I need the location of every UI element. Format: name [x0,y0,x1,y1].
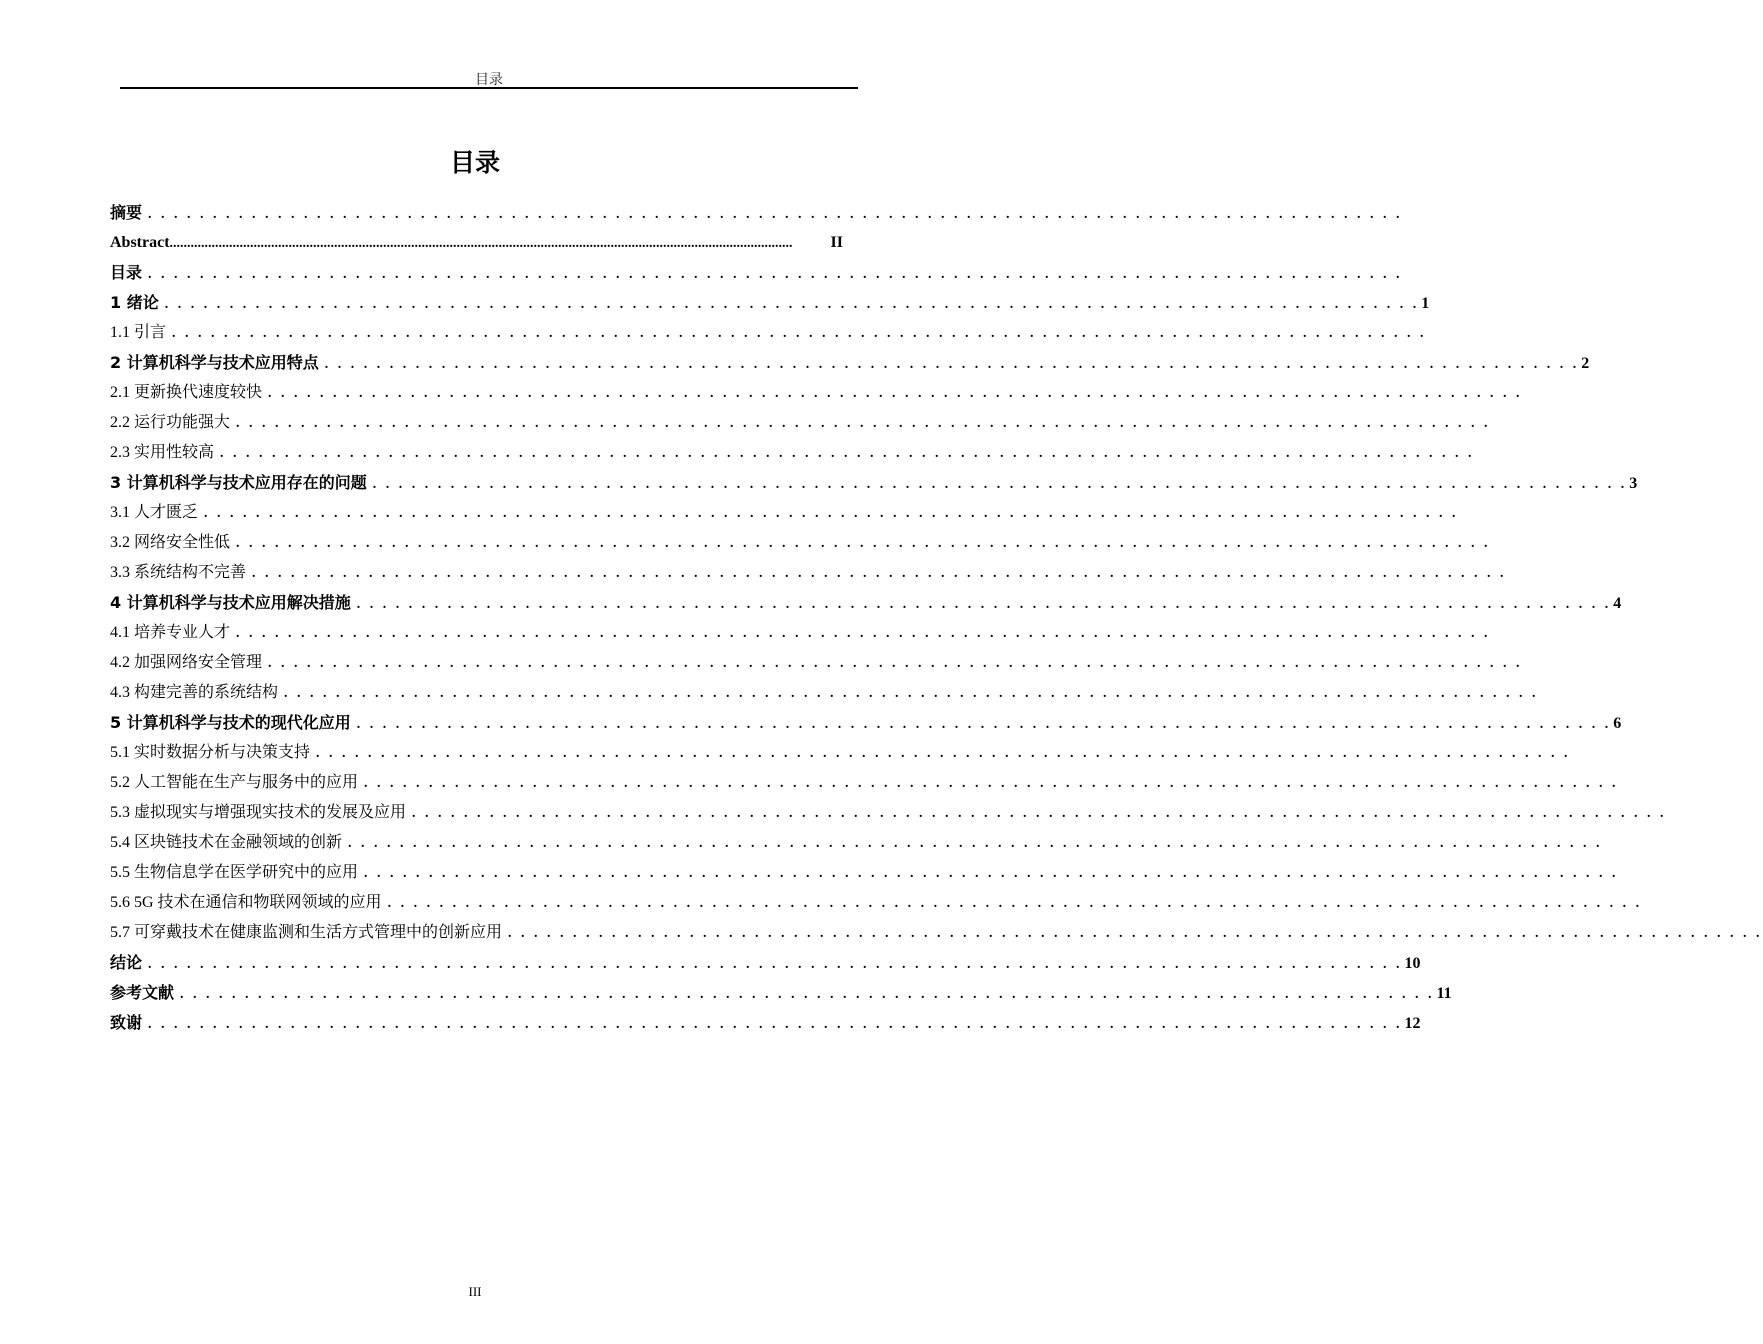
toc-entry[interactable] [110,348,1590,378]
toc-entry[interactable] [110,528,1491,558]
toc-dot-leader: . . . . . . . . . . . . . . . . . . . . . . . . . . . . . . . . . . . . . . . . . . . . . . . . . . . . . . . . . . . . . . . . . . . . . . . . . . . . . . . . . . . . . . . . . . . . . . . . . [372,477,1628,492]
toc-page-number: 1 [1421,295,1430,312]
toc-dot-leader: . . . . . . . . . . . . . . . . . . . . . . . . . . . . . . . . . . . . . . . . . . . . . . . . . . . . . . . . . . . . . . . . . . . . . . . . . . . . . . . . . . . . . . . . . . . . . . . . . [324,357,1580,372]
toc-entry-title: 1 绪论 [110,293,159,312]
toc-dot-leader: . . . . . . . . . . . . . . . . . . . . . . . . . . . . . . . . . . . . . . . . . . . . . . . . . . . . . . . . . . . . . . . . . . . . . . . . . . . . . . . . . . . . . . . . . . . . . . . . . [148,267,1403,282]
toc-entry[interactable] [110,888,1643,918]
toc-dot-leader: . . . . . . . . . . . . . . . . . . . . . . . . . . . . . . . . . . . . . . . . . . . . . . . . . . . . . . . . . . . . . . . . . . . . . . . . . . . . . . . . . . . . . . . . . . . . . . . . . [268,656,1523,671]
toc-dot-leader: . . . . . . . . . . . . . . . . . . . . . . . . . . . . . . . . . . . . . . . . . . . . . . . . . . . . . . . . . . . . . . . . . . . . . . . . . . . . . . . . . . . . . . . . . . . . . . . . . [204,506,1459,521]
toc-entry-title: 2.3 实用性较高 [110,444,215,461]
toc-entry[interactable] [110,1008,1421,1038]
running-header: 目录 [475,72,503,88]
toc-entry[interactable] [110,198,1403,228]
toc-dot-leader: . . . . . . . . . . . . . . . . . . . . . . . . . . . . . . . . . . . . . . . . . . . . . . . . . . . . . . . . . . . . . . . . . . . . . . . . . . . . . . . . . . . . . . . . . . . . . . . . . [316,746,1571,761]
toc-entry-title: 3.2 网络安全性低 [110,534,231,551]
toc-page-number: 3 [1629,475,1638,492]
toc-entry-title: 5.5 生物信息学在医学研究中的应用 [110,864,359,881]
toc-entry-title: 3 计算机科学与技术应用存在的问题 [110,473,367,492]
toc-dot-leader: . . . . . . . . . . . . . . . . . . . . . . . . . . . . . . . . . . . . . . . . . . . . . . . . . . . . . . . . . . . . . . . . . . . . . . . . . . . . . . . . . . . . . . . . . . . . . . . . . [412,806,1667,821]
toc-dot-leader: . . . . . . . . . . . . . . . . . . . . . . . . . . . . . . . . . . . . . . . . . . . . . . . . . . . . . . . . . . . . . . . . . . . . . . . . . . . . . . . . . . . . . . . . . . . . . . . . . [364,866,1619,881]
toc-entry[interactable] [110,858,1619,888]
toc-dot-leader: . . . . . . . . . . . . . . . . . . . . . . . . . . . . . . . . . . . . . . . . . . . . . . . . . . . . . . . . . . . . . . . . . . . . . . . . . . . . . . . . . . . . . . . . . . . . . . . . . [387,896,1643,911]
toc-entry[interactable] [110,828,1603,858]
toc-page-number: 11 [1436,985,1452,1002]
toc-entry[interactable] [110,288,1430,318]
toc-entry-title: 2.2 运行功能强大 [110,414,231,431]
toc-page-number: 6 [1613,715,1622,732]
toc-entry[interactable] [110,378,1523,408]
header-rule [120,87,858,89]
toc-entry-title: 2.1 更新换代速度较快 [110,384,263,401]
toc-entry[interactable] [110,438,1475,468]
toc-entry-title: 4.2 加强网络安全管理 [110,654,263,671]
toc-entry[interactable] [110,768,1619,798]
toc-entry-title: 4.3 构建完善的系统结构 [110,684,279,701]
toc-entry[interactable] [110,468,1638,498]
toc-dot-leader: .................................................................................................................................................................................. [169,236,793,251]
table-of-contents [110,198,1763,1038]
toc-dot-leader: . . . . . . . . . . . . . . . . . . . . . . . . . . . . . . . . . . . . . . . . . . . . . . . . . . . . . . . . . . . . . . . . . . . . . . . . . . . . . . . . . . . . . . . . . . . . . . . . . [236,536,1491,551]
page-number: III [468,1284,482,1299]
toc-entry-title: 目录 [110,263,143,282]
toc-entry[interactable] [110,708,1622,738]
toc-entry[interactable] [110,498,1459,528]
toc-dot-leader: . . . . . . . . . . . . . . . . . . . . . . . . . . . . . . . . . . . . . . . . . . . . . . . . . . . . . . . . . . . . . . . . . . . . . . . . . . . . . . . . . . . . . . . . . . . . . . . . . [356,597,1612,612]
toc-entry[interactable] [110,948,1421,978]
toc-dot-leader: . . . . . . . . . . . . . . . . . . . . . . . . . . . . . . . . . . . . . . . . . . . . . . . . . . . . . . . . . . . . . . . . . . . . . . . . . . . . . . . . . . . . . . . . . . . . . . . . . [236,416,1491,431]
toc-entry-title: 结论 [110,953,143,972]
toc-dot-leader: . . . . . . . . . . . . . . . . . . . . . . . . . . . . . . . . . . . . . . . . . . . . . . . . . . . . . . . . . . . . . . . . . . . . . . . . . . . . . . . . . . . . . . . . . . . . . . . . . [268,386,1523,401]
toc-entry-title: 摘要 [110,203,143,222]
toc-entry-title: 5 计算机科学与技术的现代化应用 [110,713,351,732]
toc-dot-leader: . . . . . . . . . . . . . . . . . . . . . . . . . . . . . . . . . . . . . . . . . . . . . . . . . . . . . . . . . . . . . . . . . . . . . . . . . . . . . . . . . . . . . . . . . . . . . . . . . [356,717,1612,732]
toc-entry-title: 5.2 人工智能在生产与服务中的应用 [110,774,359,791]
toc-entry-title: 3.1 人才匮乏 [110,504,199,521]
toc-entry[interactable] [110,408,1491,438]
toc-page-number: 10 [1404,955,1421,972]
toc-entry[interactable] [110,678,1539,708]
toc-entry-title: 4.1 培养专业人才 [110,624,231,641]
toc-page-number: 12 [1404,1015,1421,1032]
toc-dot-leader: . . . . . . . . . . . . . . . . . . . . . . . . . . . . . . . . . . . . . . . . . . . . . . . . . . . . . . . . . . . . . . . . . . . . . . . . . . . . . . . . . . . . . . . . . . . . . . . . . [148,957,1403,972]
toc-entry-title: 1.1 引言 [110,324,167,341]
toc-entry-title: 4 计算机科学与技术应用解决措施 [110,593,351,612]
toc-entry-title: 参考文献 [110,983,175,1002]
toc-entry-title: Abstract [110,234,170,251]
toc-entry[interactable] [110,228,843,258]
toc-dot-leader: . . . . . . . . . . . . . . . . . . . . . . . . . . . . . . . . . . . . . . . . . . . . . . . . . . . . . . . . . . . . . . . . . . . . . . . . . . . . . . . . . . . . . . . . . . . . . . . . . [252,566,1507,581]
toc-page-number: 2 [1581,355,1590,372]
toc-dot-leader: . . . . . . . . . . . . . . . . . . . . . . . . . . . . . . . . . . . . . . . . . . . . . . . . . . . . . . . . . . . . . . . . . . . . . . . . . . . . . . . . . . . . . . . . . . . . . . . . . [148,207,1403,222]
toc-entry[interactable] [110,918,1763,948]
toc-entry[interactable] [110,798,1667,828]
toc-dot-leader: . . . . . . . . . . . . . . . . . . . . . . . . . . . . . . . . . . . . . . . . . . . . . . . . . . . . . . . . . . . . . . . . . . . . . . . . . . . . . . . . . . . . . . . . . . . . . . . . . [220,446,1475,461]
toc-dot-leader: . . . . . . . . . . . . . . . . . . . . . . . . . . . . . . . . . . . . . . . . . . . . . . . . . . . . . . . . . . . . . . . . . . . . . . . . . . . . . . . . . . . . . . . . . . . . . . . . . [364,776,1619,791]
toc-entry[interactable] [110,618,1491,648]
toc-entry-title: 5.7 可穿戴技术在健康监测和生活方式管理中的创新应用 [110,924,503,941]
toc-entry[interactable] [110,648,1523,678]
toc-entry-title: 致谢 [110,1013,143,1032]
toc-dot-leader: . . . . . . . . . . . . . . . . . . . . . . . . . . . . . . . . . . . . . . . . . . . . . . . . . . . . . . . . . . . . . . . . . . . . . . . . . . . . . . . . . . . . . . . . . . . . . . . . . [348,836,1603,851]
toc-dot-leader: . . . . . . . . . . . . . . . . . . . . . . . . . . . . . . . . . . . . . . . . . . . . . . . . . . . . . . . . . . . . . . . . . . . . . . . . . . . . . . . . . . . . . . . . . . . . . . . . . [164,297,1420,312]
toc-entry-title: 2 计算机科学与技术应用特点 [110,353,319,372]
toc-entry-title: 5.3 虚拟现实与增强现实技术的发展及应用 [110,804,407,821]
toc-entry[interactable] [110,558,1507,588]
toc-dot-leader: . . . . . . . . . . . . . . . . . . . . . . . . . . . . . . . . . . . . . . . . . . . . . . . . . . . . . . . . . . . . . . . . . . . . . . . . . . . . . . . . . . . . . . . . . . . . . . . . . [180,987,1435,1002]
toc-dot-leader: . . . . . . . . . . . . . . . . . . . . . . . . . . . . . . . . . . . . . . . . . . . . . . . . . . . . . . . . . . . . . . . . . . . . . . . . . . . . . . . . . . . . . . . . . . . . . . . . . [236,626,1491,641]
toc-title: 目录 [449,148,500,177]
toc-entry[interactable] [110,978,1452,1008]
toc-entry[interactable] [110,588,1622,618]
toc-dot-leader: . . . . . . . . . . . . . . . . . . . . . . . . . . . . . . . . . . . . . . . . . . . . . . . . . . . . . . . . . . . . . . . . . . . . . . . . . . . . . . . . . . . . . . . . . . . . . . . . . [148,1017,1403,1032]
toc-page-number: II [830,234,843,251]
toc-entry-title: 5.4 区块链技术在金融领域的创新 [110,834,343,851]
toc-entry[interactable] [110,318,1427,348]
toc-entry-title: 5.6 5G 技术在通信和物联网领域的应用 [110,894,382,911]
toc-dot-leader: . . . . . . . . . . . . . . . . . . . . . . . . . . . . . . . . . . . . . . . . . . . . . . . . . . . . . . . . . . . . . . . . . . . . . . . . . . . . . . . . . . . . . . . . . . . . . . . . . [284,686,1539,701]
toc-entry[interactable] [110,738,1571,768]
toc-dot-leader: . . . . . . . . . . . . . . . . . . . . . . . . . . . . . . . . . . . . . . . . . . . . . . . . . . . . . . . . . . . . . . . . . . . . . . . . . . . . . . . . . . . . . . . . . . . . . . . . . [172,326,1427,341]
toc-entry-title: 5.1 实时数据分析与决策支持 [110,744,311,761]
toc-page-number: 4 [1613,595,1622,612]
toc-entry-title: 3.3 系统结构不完善 [110,564,247,581]
toc-dot-leader: . . . . . . . . . . . . . . . . . . . . . . . . . . . . . . . . . . . . . . . . . . . . . . . . . . . . . . . . . . . . . . . . . . . . . . . . . . . . . . . . . . . . . . . . . . . . . . . . . [508,926,1763,941]
toc-entry[interactable] [110,258,1403,288]
